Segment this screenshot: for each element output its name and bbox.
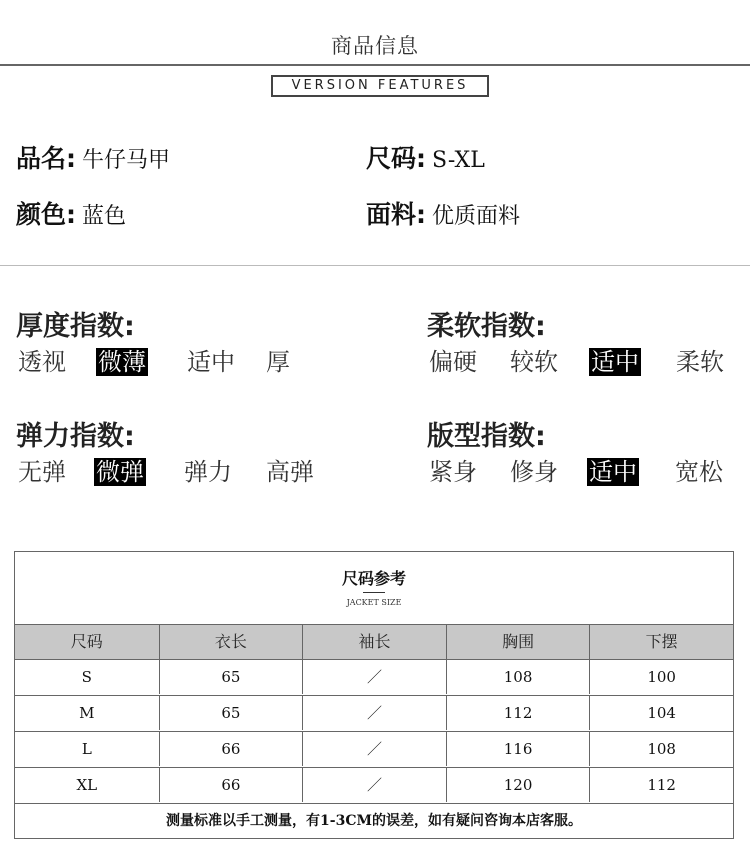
column-header: 尺码 xyxy=(70,632,103,651)
table-cell: ／ xyxy=(302,660,446,694)
fit-option: 紧身 xyxy=(429,458,477,486)
table-cell: S xyxy=(81,668,92,686)
name-value: 牛仔马甲 xyxy=(82,148,171,173)
table-cell: 116 xyxy=(446,732,590,766)
thickness-index xyxy=(16,304,135,343)
name-label: 品名: xyxy=(16,144,76,173)
table-cell: 112 xyxy=(589,768,733,802)
table-cell: 108 xyxy=(589,732,733,766)
fit-index xyxy=(427,414,546,453)
table-row xyxy=(15,659,733,694)
elasticity-index xyxy=(16,414,135,453)
elasticity-option: 无弹 xyxy=(18,458,66,486)
softness-option: 偏硬 xyxy=(429,348,477,376)
table-cell: 66 xyxy=(159,732,303,766)
section-title: 商品信息 xyxy=(331,34,419,58)
fit-option: 修身 xyxy=(510,458,558,486)
table-cell: 120 xyxy=(446,768,590,802)
fit-option-selected: 适中 xyxy=(589,458,637,486)
table-cell: 65 xyxy=(159,696,303,730)
column-header: 胸围 xyxy=(446,625,590,659)
fit-option: 宽松 xyxy=(675,458,723,486)
size-chart-header xyxy=(15,552,733,624)
softness-index-title: 柔软指数: xyxy=(427,311,546,342)
info-name xyxy=(16,139,170,175)
thickness-index-title: 厚度指数: xyxy=(16,311,135,342)
column-header: 袖长 xyxy=(302,625,446,659)
elasticity-option: 高弹 xyxy=(266,458,314,486)
header-divider xyxy=(0,64,750,66)
table-header-row xyxy=(15,624,733,659)
measurement-note: 测量标准以手工测量，有1-3CM的误差，如有疑问咨询本店客服。 xyxy=(15,803,733,838)
info-fabric xyxy=(366,195,520,231)
softness-option-selected: 适中 xyxy=(591,348,639,376)
thickness-option: 厚 xyxy=(266,348,290,376)
softness-option: 较软 xyxy=(510,348,558,376)
table-row xyxy=(15,767,733,802)
table-cell: ／ xyxy=(302,768,446,802)
table-cell: 108 xyxy=(446,660,590,694)
table-cell: 100 xyxy=(589,660,733,694)
table-cell: M xyxy=(79,704,95,722)
table-cell: ／ xyxy=(302,732,446,766)
size-value: S-XL xyxy=(432,148,485,173)
table-cell: XL xyxy=(76,776,98,794)
color-value: 蓝色 xyxy=(82,204,127,229)
column-header: 下摆 xyxy=(589,625,733,659)
softness-option: 柔软 xyxy=(676,348,724,376)
elasticity-option-selected: 微弹 xyxy=(96,458,144,486)
softness-index xyxy=(427,304,546,343)
fabric-value: 优质面料 xyxy=(432,204,521,229)
fit-index-title: 版型指数: xyxy=(427,421,546,452)
color-label: 颜色: xyxy=(16,200,76,229)
size-chart xyxy=(14,551,734,839)
fabric-label: 面料: xyxy=(366,200,426,229)
info-color xyxy=(16,195,126,231)
table-row xyxy=(15,695,733,730)
info-divider xyxy=(0,265,750,266)
thickness-option-selected: 微薄 xyxy=(98,348,146,376)
size-label: 尺码: xyxy=(366,144,426,173)
elasticity-option: 弹力 xyxy=(184,458,232,486)
size-chart-subtitle: JACKET SIZE xyxy=(346,598,402,607)
info-size xyxy=(366,139,485,175)
title-underline xyxy=(363,592,385,593)
thickness-option: 适中 xyxy=(187,348,235,376)
table-cell: L xyxy=(81,740,92,758)
table-cell: 65 xyxy=(159,660,303,694)
table-cell: 112 xyxy=(446,696,590,730)
table-cell: ／ xyxy=(302,696,446,730)
table-cell: 66 xyxy=(159,768,303,802)
section-subtitle: VERSION FEATURES xyxy=(271,75,489,97)
table-cell: 104 xyxy=(589,696,733,730)
thickness-option: 透视 xyxy=(18,348,66,376)
table-row xyxy=(15,731,733,766)
size-chart-title: 尺码参考 xyxy=(341,569,406,588)
column-header: 衣长 xyxy=(159,625,303,659)
elasticity-index-title: 弹力指数: xyxy=(16,421,135,452)
